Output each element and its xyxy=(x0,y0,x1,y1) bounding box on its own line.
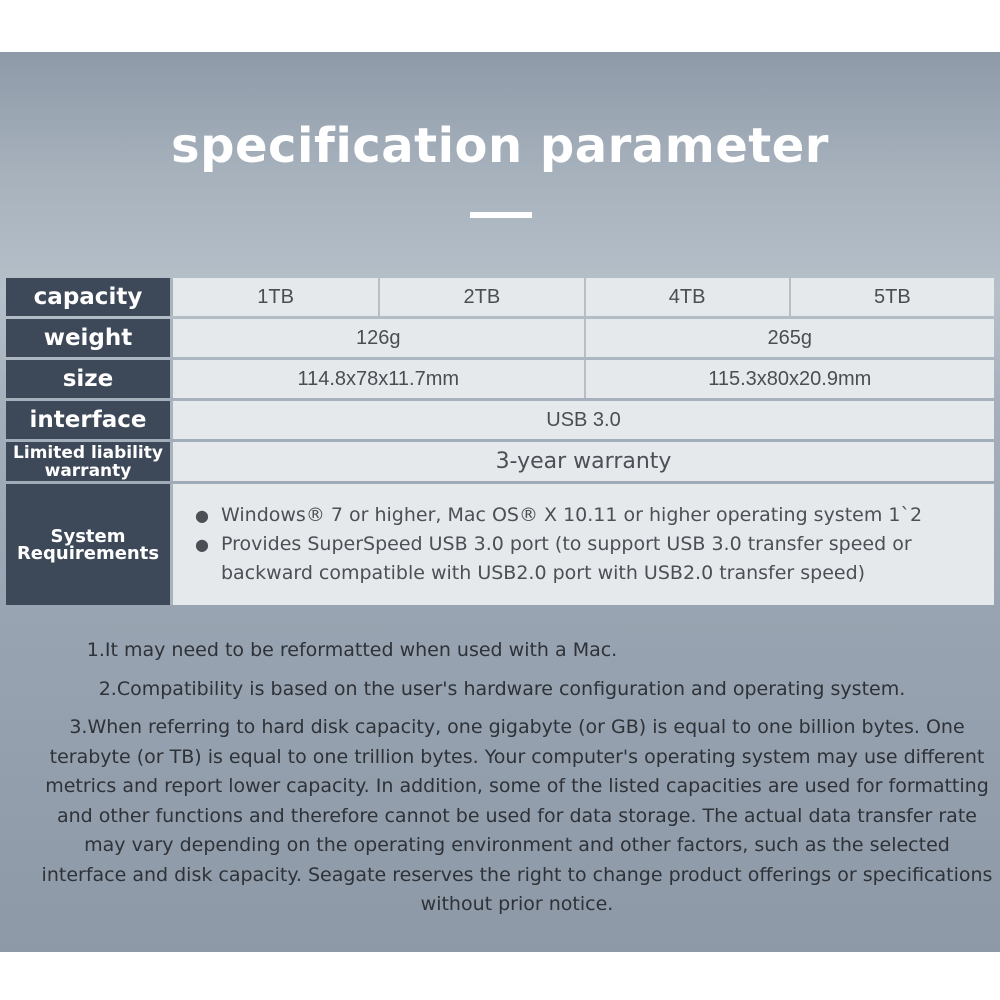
system-requirements-value xyxy=(173,484,994,605)
list-item xyxy=(195,501,994,530)
table-row-interface xyxy=(6,401,994,439)
spec-panel xyxy=(0,52,1000,952)
bullet-icon: ● xyxy=(195,506,209,525)
weight-large: 265g xyxy=(584,319,995,357)
capacity-4tb: 4TB xyxy=(584,278,789,316)
size-large: 115.3x80x20.9mm xyxy=(584,360,995,398)
footnote-2: 2.Compatibility is based on the user's hardware configuration and operating system. xyxy=(98,677,906,700)
capacity-2tb: 2TB xyxy=(378,278,583,316)
row-label-system-requirements: System Requirements xyxy=(6,484,173,605)
row-label-warranty: Limited liability warranty xyxy=(6,442,173,481)
row-label-size: size xyxy=(6,360,173,398)
capacity-5tb: 5TB xyxy=(789,278,994,316)
capacity-1tb: 1TB xyxy=(173,278,378,316)
title-underline xyxy=(470,212,532,218)
spec-table xyxy=(6,275,994,608)
warranty-value: 3-year warranty xyxy=(173,442,994,481)
requirement-text: Windows® 7 or higher, Mac OS® X 10.11 or higher operating system 1`2 xyxy=(221,504,923,526)
row-label-capacity: capacity xyxy=(6,278,173,316)
footnotes xyxy=(40,636,994,920)
list-item xyxy=(195,530,994,588)
footnote-1: 1.It may need to be reformatted when used with a Mac. xyxy=(86,639,618,661)
interface-value: USB 3.0 xyxy=(173,401,994,439)
table-row-weight xyxy=(6,319,994,357)
row-label-weight: weight xyxy=(6,319,173,357)
requirements-list xyxy=(173,501,994,588)
table-row-capacity xyxy=(6,278,994,316)
row-label-interface: interface xyxy=(6,401,173,439)
weight-small: 126g xyxy=(173,319,584,357)
footnote-3: 3.When referring to hard disk capacity, one gigabyte (or GB) is equal to one billion bytes. One terabyte (or TB) is equal to one trillion bytes. Your computer's operating system may use different metrics and report lower capacity. In addition, some of the listed capacities are used for formatting and other functions and therefore cannot be used for data storage. The actual data transfer rate may vary depending on the operating environment and other factors, such as the selected interface and disk capacity. Seagate reserves the right to change product offerings or specifications without prior notice. xyxy=(41,716,993,915)
size-small: 114.8x78x11.7mm xyxy=(173,360,584,398)
table-row-size xyxy=(6,360,994,398)
page-title: specification parameter xyxy=(171,118,829,174)
requirement-text: Provides SuperSpeed USB 3.0 port (to support USB 3.0 transfer speed or backward compatible with USB2.0 port with USB2.0 transfer speed) xyxy=(221,533,912,584)
table-row-system-requirements xyxy=(6,484,994,605)
bullet-icon: ● xyxy=(195,535,209,554)
table-row-warranty xyxy=(6,442,994,481)
